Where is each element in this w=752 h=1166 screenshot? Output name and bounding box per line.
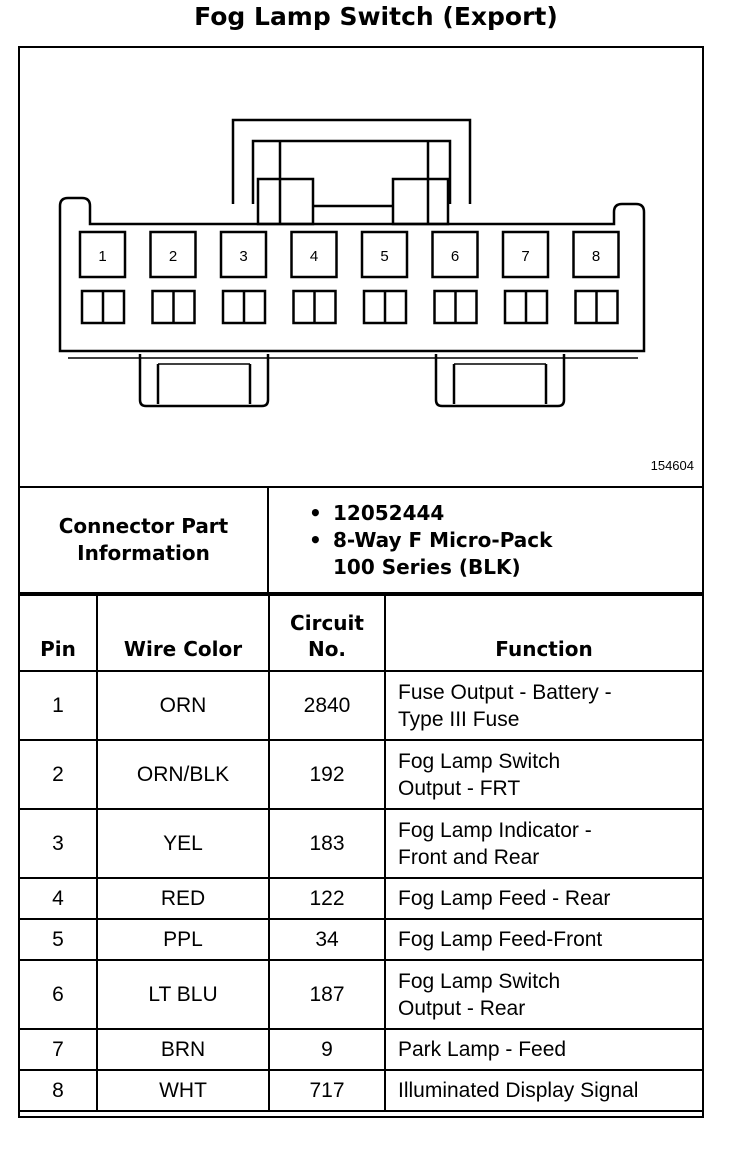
circuit-cell: 2840	[269, 671, 385, 740]
latch-post-right	[393, 179, 448, 224]
circuit-cell: 9	[269, 1029, 385, 1070]
pin-cell: 8	[19, 1070, 97, 1111]
circuit-cell: 717	[269, 1070, 385, 1111]
connector-diagram	[18, 46, 704, 486]
latch-outline	[233, 46, 670, 204]
table-row	[19, 1070, 703, 1111]
header-circuit-line1: Circuit	[290, 611, 364, 635]
diagram-reference-number: 154604	[650, 458, 694, 473]
function-line1: Fuse Output - Battery -	[398, 680, 612, 704]
function-line2: Type III Fuse	[398, 707, 520, 731]
bullet: •	[309, 527, 322, 552]
connector-body	[60, 198, 644, 351]
table-row	[19, 740, 703, 809]
pin-2-label: 2	[168, 248, 178, 265]
connector-info-label-line1: Connector Part	[58, 514, 229, 538]
circuit-cell: 192	[269, 740, 385, 809]
table-row	[19, 671, 703, 740]
pin-6-label: 6	[450, 248, 460, 265]
wire-color-cell: YEL	[97, 809, 269, 878]
connector-info-label	[19, 487, 268, 593]
table-row	[19, 878, 703, 919]
latch-inner	[253, 141, 450, 204]
latch-post-left	[258, 179, 313, 224]
function-cell: Fog Lamp Feed-Front	[385, 919, 703, 960]
pin-cell: 3	[19, 809, 97, 878]
table-row	[19, 960, 703, 1029]
circuit-cell: 183	[269, 809, 385, 878]
part-number: 12052444	[333, 500, 445, 525]
part-number-item	[309, 500, 702, 527]
table-row	[19, 1029, 703, 1070]
pin-8-label: 8	[591, 248, 601, 265]
pin-cell: 7	[19, 1029, 97, 1070]
function-line1: Fog Lamp Switch	[398, 749, 561, 773]
function-cell: Illuminated Display Signal	[385, 1070, 703, 1111]
function-cell	[385, 960, 703, 1029]
header-function: Function	[385, 595, 703, 671]
wire-color-cell: WHT	[97, 1070, 269, 1111]
description-line2: 100 Series (BLK)	[333, 554, 521, 579]
pin-4-label: 4	[309, 248, 319, 265]
pin-cell: 6	[19, 960, 97, 1029]
pinout-table	[18, 594, 704, 1112]
pin-cavities	[80, 232, 619, 323]
pin-cell: 5	[19, 919, 97, 960]
function-line2: Output - FRT	[398, 776, 521, 800]
connector-part-info	[18, 486, 704, 594]
header-circuit-line2: No.	[307, 637, 347, 661]
page-title: Fog Lamp Switch (Export)	[194, 2, 558, 31]
function-cell	[385, 671, 703, 740]
header-circuit-no	[269, 595, 385, 671]
bullet: •	[309, 500, 322, 525]
pin-7-label: 7	[521, 248, 530, 265]
function-line2: Output - Rear	[398, 996, 526, 1020]
wire-color-cell: ORN/BLK	[97, 740, 269, 809]
circuit-cell: 34	[269, 919, 385, 960]
description-item-cont	[309, 554, 702, 581]
connector-info-details	[268, 487, 703, 593]
function-cell: Fog Lamp Feed - Rear	[385, 878, 703, 919]
pin-cell: 1	[19, 671, 97, 740]
description-item	[309, 527, 702, 554]
wire-color-cell: LT BLU	[97, 960, 269, 1029]
header-pin: Pin	[19, 595, 97, 671]
pin-3-label: 3	[239, 248, 248, 265]
function-cell	[385, 740, 703, 809]
wire-color-cell: PPL	[97, 919, 269, 960]
function-line2: Front and Rear	[398, 845, 540, 869]
function-line1: Fog Lamp Indicator -	[398, 818, 592, 842]
circuit-cell: 122	[269, 878, 385, 919]
pin-cell: 4	[19, 878, 97, 919]
wire-color-cell: BRN	[97, 1029, 269, 1070]
latch-top	[233, 120, 470, 204]
pin-5-label: 5	[380, 248, 389, 265]
function-cell	[385, 809, 703, 878]
circuit-cell: 187	[269, 960, 385, 1029]
description-line1: 8-Way F Micro-Pack	[333, 527, 553, 552]
function-line1: Fog Lamp Switch	[398, 969, 561, 993]
wire-color-cell: ORN	[97, 671, 269, 740]
function-cell: Park Lamp - Feed	[385, 1029, 703, 1070]
pin-cell: 2	[19, 740, 97, 809]
wire-color-cell: RED	[97, 878, 269, 919]
connector-info-label-line2: Information	[77, 541, 210, 565]
table-row	[19, 919, 703, 960]
pin-1-label: 1	[98, 248, 107, 265]
header-wire-color: Wire Color	[97, 595, 269, 671]
table-row	[19, 809, 703, 878]
